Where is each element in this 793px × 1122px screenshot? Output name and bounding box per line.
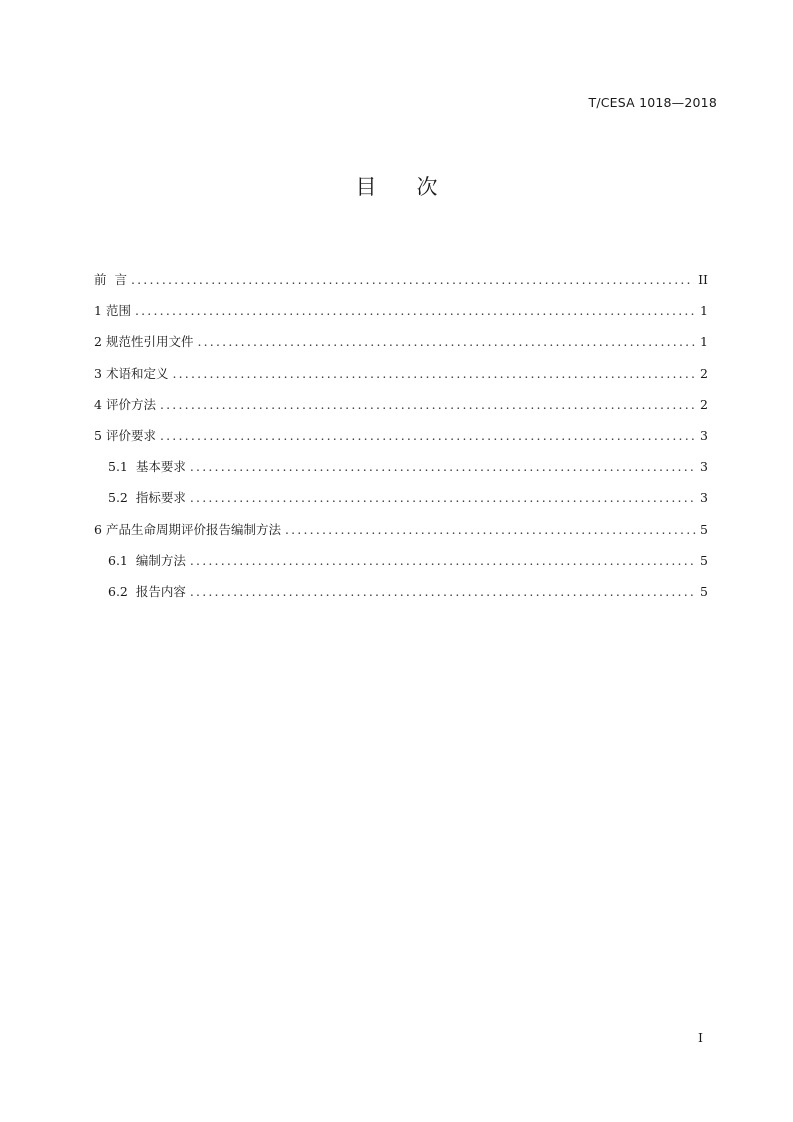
toc-leader-dots: [160, 397, 696, 412]
toc-entry-number: 5: [94, 427, 102, 443]
toc-leader-dots: [135, 303, 696, 318]
toc-entry-2[interactable]: [94, 332, 708, 363]
toc-entry-number: 6: [94, 521, 102, 537]
toc-entry-page: 3: [700, 490, 708, 506]
toc-leader-dots: [190, 459, 696, 474]
toc-entry-page: 2: [700, 396, 708, 412]
toc-entry-title: 前 言: [94, 272, 127, 287]
toc-entry-number: 6.2: [108, 583, 128, 599]
toc-entry-4[interactable]: [94, 395, 708, 426]
toc-entry-number: 1: [94, 303, 102, 319]
toc-entry-title: 评价要求: [105, 427, 156, 443]
toc-entry-6-2[interactable]: [94, 582, 708, 613]
toc-entry-number: 5.2: [108, 490, 128, 506]
standard-code: T/CESA 1018—2018: [588, 95, 717, 110]
toc-entry-title: 指标要求: [135, 490, 186, 506]
toc-entry-1[interactable]: [94, 301, 708, 332]
toc-entry-title: 产品生命周期评价报告编制方法: [105, 521, 281, 537]
toc-entry-page: 3: [700, 427, 708, 443]
toc-entry-5[interactable]: [94, 426, 708, 457]
toc-entry-5-2[interactable]: [94, 488, 708, 519]
toc-entry-number: 6.1: [108, 552, 128, 568]
table-of-contents: [94, 270, 708, 613]
toc-entry-number: 2: [94, 334, 102, 350]
toc-leader-dots: [190, 490, 696, 505]
toc-entry-page: 2: [700, 365, 708, 381]
toc-entry-5-1[interactable]: [94, 457, 708, 488]
toc-leader-dots: [190, 584, 696, 599]
toc-leader-dots: [160, 428, 696, 443]
toc-entry-page: 1: [700, 334, 708, 350]
toc-entry-6[interactable]: [94, 520, 708, 551]
toc-leader-dots: [172, 366, 696, 381]
page-title: 目次: [355, 175, 478, 199]
toc-entry-page: 1: [700, 303, 708, 319]
toc-entry-title: 基本要求: [135, 459, 186, 475]
toc-leader-dots: [285, 522, 696, 537]
toc-entry-6-1[interactable]: [94, 551, 708, 582]
page-number: I: [698, 1030, 703, 1045]
toc-entry-preface[interactable]: [94, 270, 708, 301]
toc-entry-page: 5: [700, 552, 708, 568]
toc-entry-title: 编制方法: [135, 552, 186, 568]
toc-entry-number: 3: [94, 365, 102, 381]
toc-entry-title: 报告内容: [135, 583, 186, 599]
toc-entry-title: 评价方法: [105, 396, 156, 412]
toc-entry-title: 术语和定义: [105, 365, 169, 381]
toc-entry-title: 规范性引用文件: [105, 334, 194, 350]
toc-entry-number: 5.1: [108, 459, 128, 475]
toc-entry-page: II: [698, 272, 708, 287]
toc-entry-number: 4: [94, 396, 102, 412]
toc-leader-dots: [131, 272, 694, 287]
toc-leader-dots: [190, 553, 696, 568]
toc-entry-3[interactable]: [94, 364, 708, 395]
toc-entry-page: 3: [700, 459, 708, 475]
toc-entry-page: 5: [700, 521, 708, 537]
toc-leader-dots: [197, 334, 696, 349]
toc-entry-title: 范围: [105, 303, 131, 319]
toc-entry-page: 5: [700, 583, 708, 599]
